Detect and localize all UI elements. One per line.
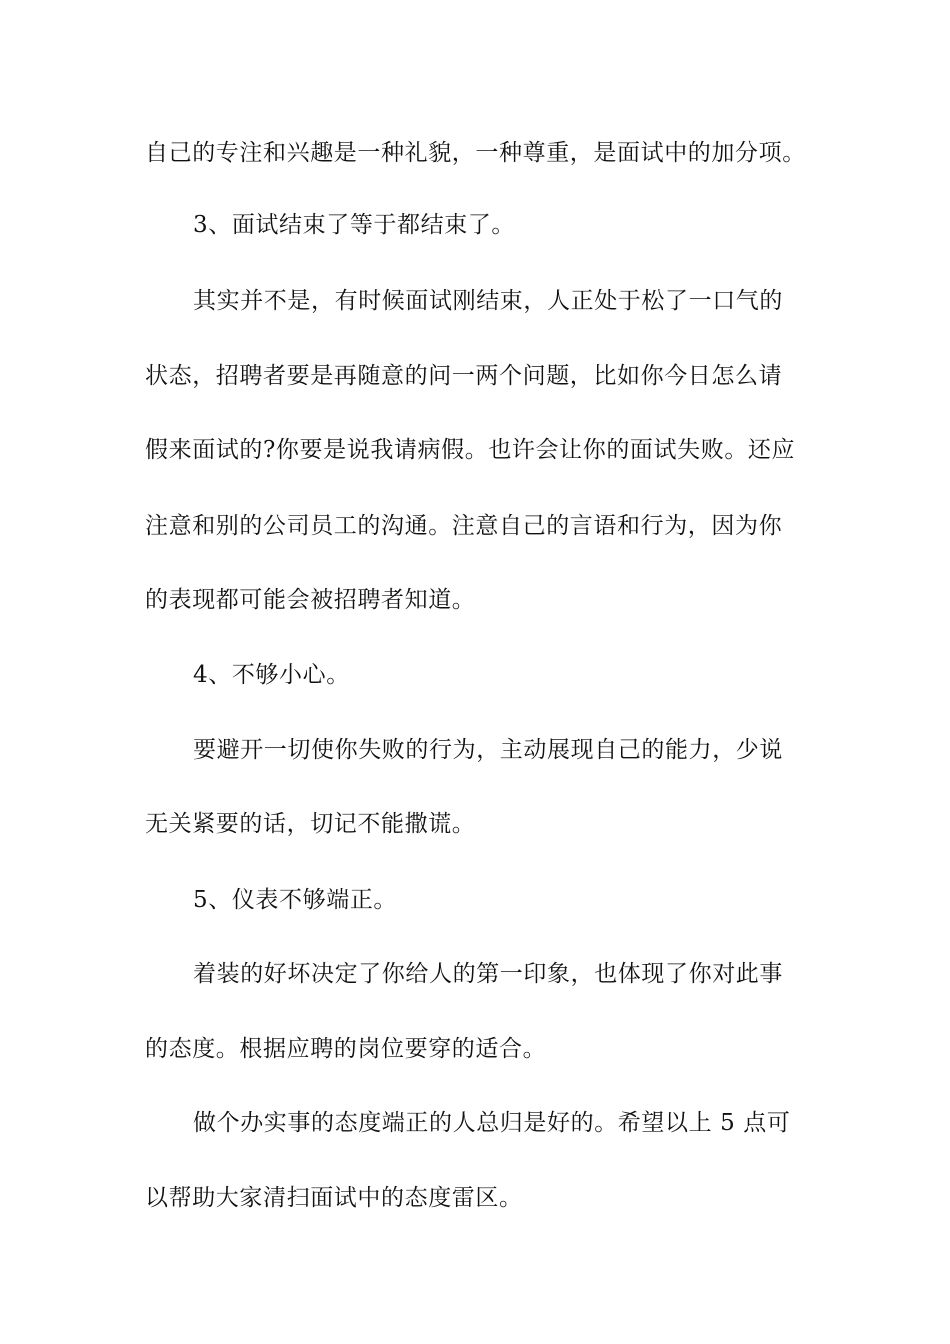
paragraph-line: 注意和别的公司员工的沟通。注意自己的言语和行为，因为你 [145, 513, 783, 539]
paragraph-line: 无关紧要的话，切记不能撒谎。 [145, 811, 476, 837]
paragraph-line: 要避开一切使你失败的行为，主动展现自己的能力，少说 [193, 737, 783, 763]
paragraph-line: 的态度。根据应聘的岗位要穿的适合。 [145, 1036, 547, 1062]
paragraph-line: 自己的专注和兴趣是一种礼貌，一种尊重，是面试中的加分项。 [145, 140, 806, 166]
paragraph-line: 做个办实事的态度端正的人总归是好的。希望以上 5 点可 [193, 1110, 791, 1136]
section-heading: 4、不够小心。 [193, 662, 350, 688]
section-heading: 5、仪表不够端正。 [193, 887, 398, 913]
paragraph-line: 以帮助大家清扫面试中的态度雷区。 [145, 1185, 523, 1211]
paragraph-line: 其实并不是，有时候面试刚结束，人正处于松了一口气的 [193, 288, 783, 314]
section-heading: 3、面试结束了等于都结束了。 [193, 212, 516, 238]
paragraph-line: 的表现都可能会被招聘者知道。 [145, 587, 476, 613]
paragraph-line: 假来面试的?你要是说我请病假。也许会让你的面试失败。还应 [145, 437, 796, 463]
paragraph-line: 状态，招聘者要是再随意的问一两个问题，比如你今日怎么请 [145, 363, 783, 389]
paragraph-line: 着装的好坏决定了你给人的第一印象，也体现了你对此事 [193, 961, 783, 987]
